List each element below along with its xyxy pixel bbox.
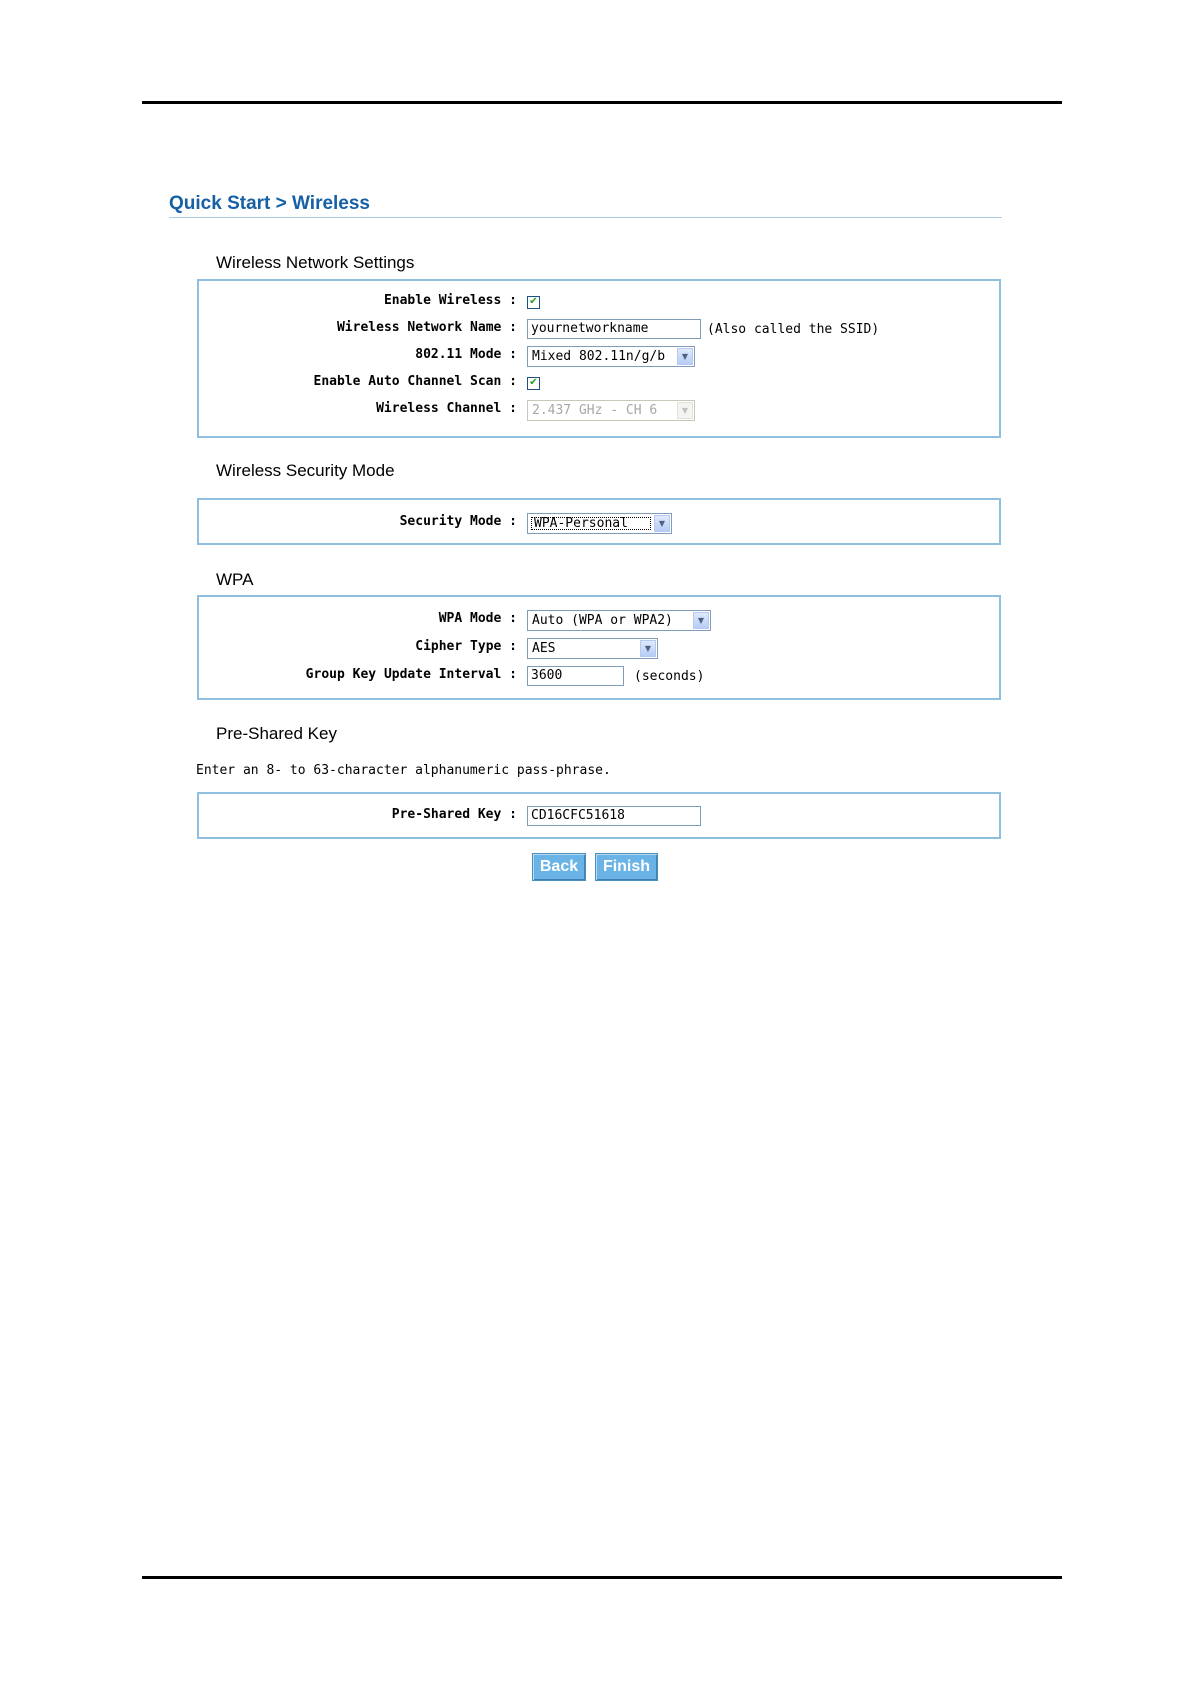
chevron-down-icon: ▼ (654, 515, 670, 532)
channel-label: Wireless Channel : (376, 401, 517, 416)
wireless-channel-select (527, 400, 695, 421)
group-key-label: Group Key Update Interval : (305, 667, 517, 682)
cipher-type-select[interactable] (527, 638, 658, 659)
network-name-row (199, 317, 999, 341)
wpa-mode-value: Auto (WPA or WPA2) (532, 612, 673, 628)
security-mode-row (199, 511, 999, 535)
page-title: Quick Start > Wireless (169, 193, 371, 214)
check-icon: ✔ (529, 296, 538, 307)
psk-instruction: Enter an 8- to 63-character alphanumeric pass-phrase. (196, 763, 611, 778)
mode-row (199, 344, 999, 368)
wpa-mode-select[interactable] (527, 610, 711, 631)
enable-wireless-row (199, 290, 999, 314)
wireless-channel-value: 2.437 GHz - CH 6 (532, 402, 658, 418)
chevron-down-icon: ▼ (693, 612, 709, 629)
auto-channel-row (199, 371, 999, 395)
wireless-mode-value: Mixed 802.11n/g/b (532, 348, 666, 364)
top-rule (142, 101, 1062, 104)
auto-channel-checkbox[interactable] (527, 377, 540, 390)
enable-wireless-checkbox[interactable] (527, 296, 540, 309)
network-settings-heading: Wireless Network Settings (216, 253, 415, 272)
cipher-type-value: AES (532, 640, 556, 656)
enable-wireless-label: Enable Wireless : (383, 293, 517, 308)
psk-row (199, 804, 999, 828)
network-name-input[interactable]: yournetworkname (527, 319, 701, 339)
chevron-down-icon: ▼ (677, 348, 693, 365)
psk-label: Pre-Shared Key : (391, 807, 517, 822)
mode-label: 802.11 Mode : (415, 347, 517, 362)
cipher-row (199, 636, 999, 660)
group-key-input[interactable]: 3600 (527, 666, 624, 686)
psk-input[interactable]: CD16CFC51618 (527, 806, 701, 826)
auto-channel-label: Enable Auto Channel Scan : (313, 374, 517, 389)
chevron-down-icon: ▼ (640, 640, 656, 657)
channel-row (199, 398, 999, 422)
psk-panel (197, 792, 1001, 839)
psk-heading: Pre-Shared Key (216, 724, 337, 743)
wireless-mode-select[interactable] (527, 346, 695, 367)
wpa-panel (197, 595, 1001, 700)
security-mode-select[interactable] (527, 513, 672, 534)
back-button[interactable]: Back (532, 853, 586, 881)
ssid-hint: (Also called the SSID) (707, 321, 880, 337)
network-settings-panel (197, 279, 1001, 438)
security-mode-value: WPA-Personal (530, 516, 652, 531)
title-divider (169, 217, 1002, 218)
network-name-label: Wireless Network Name : (336, 320, 517, 335)
security-mode-label: Security Mode : (399, 514, 517, 529)
group-key-unit: (seconds) (634, 668, 705, 684)
check-icon: ✔ (529, 377, 538, 388)
wpa-heading: WPA (216, 570, 254, 589)
wpa-mode-label: WPA Mode : (438, 611, 517, 626)
finish-button[interactable]: Finish (595, 853, 658, 881)
group-key-row (199, 664, 999, 688)
wpa-mode-row (199, 608, 999, 632)
security-heading: Wireless Security Mode (216, 461, 395, 480)
chevron-down-icon: ▼ (677, 402, 693, 419)
cipher-label: Cipher Type : (415, 639, 517, 654)
bottom-rule (142, 1576, 1062, 1579)
security-panel (197, 498, 1001, 545)
